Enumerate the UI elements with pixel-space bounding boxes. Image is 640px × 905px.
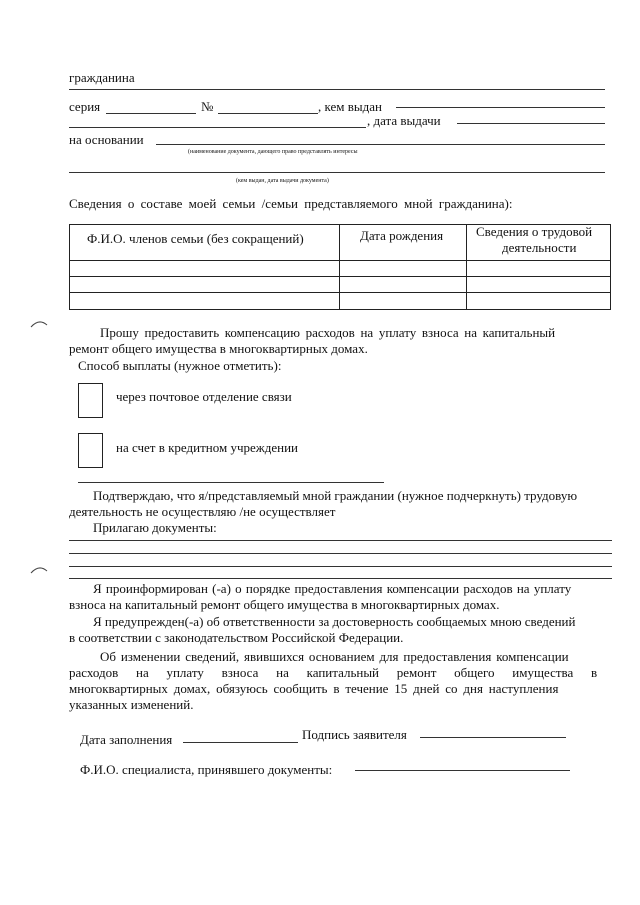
attach-line-4[interactable] xyxy=(69,578,612,579)
informed-line-1: Я проинформирован (-а) о порядке предоставления компенсации расходов на уплату xyxy=(93,581,572,596)
attach-label: Прилагаю документы: xyxy=(93,520,217,535)
issued-by-label: , кем выдан xyxy=(318,99,382,114)
attach-line-1[interactable] xyxy=(69,540,612,541)
issued-note: (кем выдан, дата выдачи документа) xyxy=(236,178,329,184)
specialist-label: Ф.И.О. специалиста, принявшего документы: xyxy=(80,762,333,777)
post-checkbox[interactable] xyxy=(78,383,103,418)
warned-line-2: в соответствии с законодательством Российской Федерации. xyxy=(69,630,404,645)
change-line-3: многоквартирных домах, обязуюсь сообщить в течение 15 дней со дня наступления xyxy=(69,681,559,696)
attach-line-2[interactable] xyxy=(69,553,612,554)
citizen-line[interactable] xyxy=(69,89,605,90)
series-line[interactable] xyxy=(106,113,196,114)
basis-line-2[interactable] xyxy=(69,172,605,173)
warned-line-1: Я предупрежден(-а) об ответственности за достоверность сообщаемых мною сведений xyxy=(93,614,576,629)
signature-label: Подпись заявителя xyxy=(302,727,407,742)
bank-checkbox[interactable] xyxy=(78,433,103,468)
col-name: Ф.И.О. членов семьи (без сокращений) xyxy=(87,231,304,246)
bank-option-label: на счет в кредитном учреждении xyxy=(116,440,299,455)
family-heading: Сведения о составе моей семьи /семьи представляемого мной гражданина): xyxy=(69,196,513,211)
payment-method-label: Способ выплаты (нужное отметить): xyxy=(78,358,282,373)
issued-by-line[interactable] xyxy=(396,107,605,108)
col-work-1: Сведения о трудовой xyxy=(476,224,593,239)
basis-note: (наименование документа, дающего право представлять интересы xyxy=(188,149,358,155)
change-line-4: указанных изменений. xyxy=(69,697,194,712)
series-label: серия xyxy=(69,99,101,114)
signature-line[interactable] xyxy=(420,737,566,738)
table-row[interactable] xyxy=(70,292,608,307)
bank-details-line[interactable] xyxy=(78,482,384,483)
basis-label: на основании xyxy=(69,132,144,147)
table-row[interactable] xyxy=(70,260,608,275)
attach-line-3[interactable] xyxy=(69,566,612,567)
confirm-line-2: деятельность не осуществляю /не осуществляет xyxy=(69,504,336,519)
col-work-2: деятельности xyxy=(502,240,577,255)
issue-date-label: , дата выдачи xyxy=(367,113,441,128)
table-row[interactable] xyxy=(70,276,608,291)
basis-line[interactable] xyxy=(156,144,605,145)
request-line-1: Прошу предоставить компенсацию расходов на уплату взноса на капитальный xyxy=(100,325,556,340)
fill-date-line[interactable] xyxy=(183,742,298,743)
issued-by-line-2[interactable] xyxy=(69,127,366,128)
number-label: № xyxy=(201,99,214,114)
change-line-2: расходов на уплату взноса на капитальный ремонт общего имущества в xyxy=(69,665,598,680)
fill-date-label: Дата заполнения xyxy=(80,732,173,747)
request-line-2: ремонт общего имущества в многоквартирных домах. xyxy=(69,341,368,356)
informed-line-2: взноса на капитальный ремонт общего имущества в многоквартирных домах. xyxy=(69,597,500,612)
citizen-label: гражданина xyxy=(69,70,135,85)
hole-mark xyxy=(30,564,48,574)
col-birth: Дата рождения xyxy=(360,228,444,243)
issue-date-line[interactable] xyxy=(457,123,605,124)
number-line[interactable] xyxy=(218,113,318,114)
confirm-line-1: Подтверждаю, что я/представляемый мной граждании (нужное подчеркнуть) трудовую xyxy=(93,488,578,503)
specialist-line[interactable] xyxy=(355,770,570,771)
post-option-label: через почтовое отделение связи xyxy=(116,389,292,404)
change-line-1: Об изменении сведений, явившихся основанием для предоставления компенсации xyxy=(100,649,569,664)
hole-mark xyxy=(30,318,48,328)
